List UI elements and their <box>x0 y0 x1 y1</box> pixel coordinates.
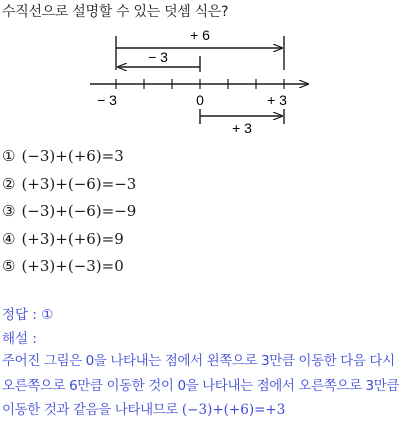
explanation-text: 주어진 그림은 0을 나타내는 점에서 왼쪽으로 3만큼 이동한 다음 다시 오른쪽으로 6만큼 이동한 것이 0을 나타내는 점에서 오른쪽으로 3만큼 이동한 것과 같음을 나타내므로 <box>2 353 400 418</box>
option-expression: (−3)+(+6)=3 <box>21 147 124 165</box>
number-line-diagram <box>0 20 400 140</box>
explanation-math: (−3)+(+6)=+3 <box>181 402 286 418</box>
explanation-label: 해설 : <box>2 331 37 347</box>
option-expression: (+3)+(−6)=−3 <box>21 174 137 193</box>
axis-label-zero: 0 <box>196 92 204 108</box>
arrow-minus3-label: − 3 <box>148 49 168 65</box>
option-marker: ③ <box>2 202 16 220</box>
arrow-plus3-label: + 3 <box>232 120 252 136</box>
option-1[interactable] <box>2 143 136 171</box>
option-expression: (−3)+(−6)=−9 <box>21 202 137 220</box>
axis-label-plus3: + 3 <box>267 92 287 108</box>
arrow-plus6-label: + 6 <box>190 27 210 43</box>
explanation-body <box>2 349 400 423</box>
option-expression: (+3)+(+6)=9 <box>21 229 124 248</box>
option-marker: ④ <box>2 229 16 248</box>
option-5[interactable] <box>2 253 136 281</box>
option-3[interactable] <box>2 198 136 226</box>
answer-options <box>2 143 136 281</box>
option-marker: ⑤ <box>2 257 16 275</box>
answer-line: 정답 : ① <box>2 307 54 323</box>
option-marker: ① <box>2 147 16 165</box>
axis-label-minus3: − 3 <box>97 92 117 108</box>
option-2[interactable] <box>2 171 136 199</box>
question-text: 수직선으로 설명할 수 있는 덧셈 식은? <box>2 4 229 20</box>
option-4[interactable] <box>2 226 136 254</box>
option-expression: (+3)+(−3)=0 <box>21 257 124 275</box>
option-marker: ② <box>2 174 16 193</box>
